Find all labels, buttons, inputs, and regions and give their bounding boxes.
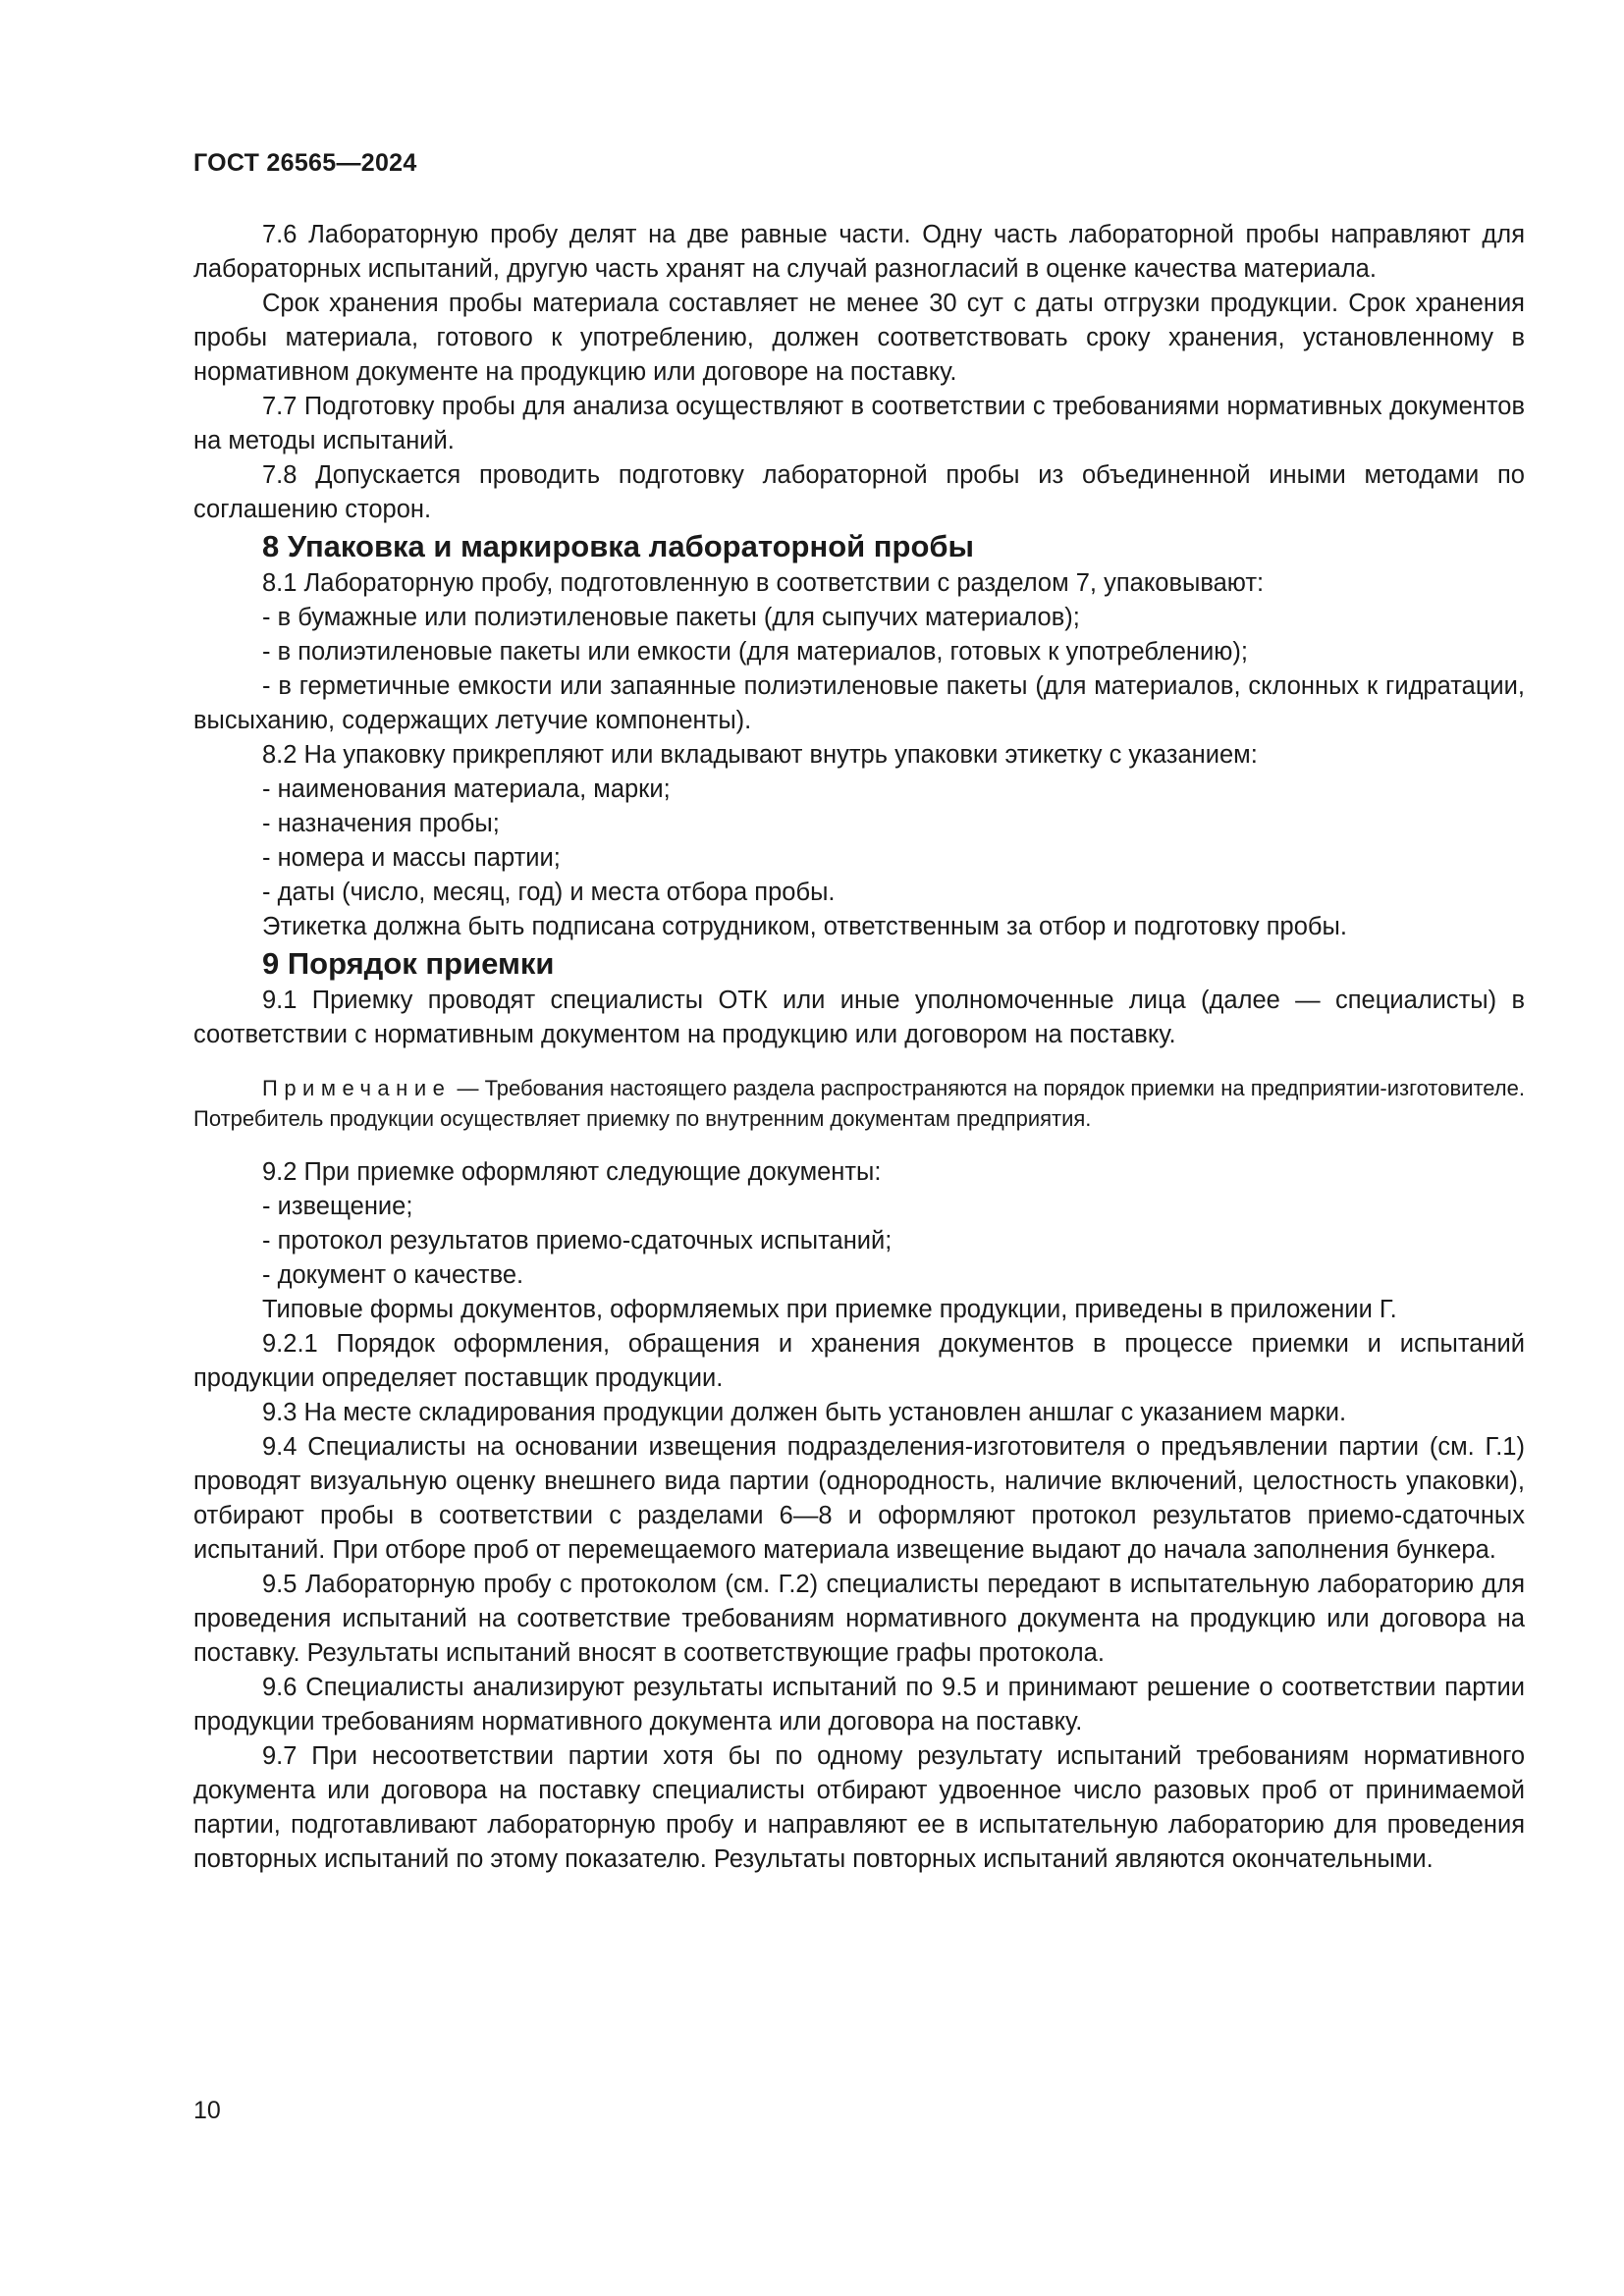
section-heading-8: 8 Упаковка и маркировка лабораторной пробы bbox=[262, 529, 975, 563]
list-item: - номера и массы партии; bbox=[262, 844, 561, 872]
paragraph-9-1: 9.1 Приемку проводят специалисты ОТК или иные уполномоченные лица (далее — специалисты) в соответствии с нормативным документом на продукцию или договором на поставку. bbox=[193, 987, 1525, 1048]
list-item: - даты (число, месяц, год) и места отбора пробы. bbox=[262, 879, 836, 906]
list-item: - документ о качестве. bbox=[262, 1261, 524, 1289]
list-item: - в герметичные емкости или запаянные полиэтиленовые пакеты (для материалов, склонных к гидратации, высыханию, содержащих летучие компоненты). bbox=[193, 672, 1525, 734]
list-item: - наименования материала, марки; bbox=[262, 775, 671, 803]
list-item: - извещение; bbox=[262, 1193, 413, 1220]
page-number: 10 bbox=[193, 2097, 221, 2124]
section-heading-9: 9 Порядок приемки bbox=[262, 946, 555, 981]
paragraph-9-7: 9.7 При несоответствии партии хотя бы по одному результату испытаний требованиям нормативного документа или договора на поставку специалисты отбирают удвоенное число разовых проб от принимаемой партии, подготавливают лабораторную пробу и направляют ее в испытательную лабораторию для проведения повторных испытаний по этому показателю. Результаты повторных испытаний являются окончательными. bbox=[193, 1742, 1525, 1873]
paragraph-9-3: 9.3 На месте складирования продукции должен быть установлен аншлаг с указанием марки. bbox=[262, 1399, 1347, 1426]
paragraph-9-2-forms: Типовые формы документов, оформляемых при приемке продукции, приведены в приложении Г. bbox=[262, 1296, 1397, 1323]
note-text: — Требования настоящего раздела распространяются на порядок приемки на предприятии-изготовителе. Потребитель продукции осуществляет приемку по внутренним документам предприятия. bbox=[193, 1076, 1525, 1131]
list-item: - протокол результатов приемо-сдаточных испытаний; bbox=[262, 1227, 893, 1255]
document-code: ГОСТ 26565—2024 bbox=[193, 149, 417, 177]
list-item: - в бумажные или полиэтиленовые пакеты (для сыпучих материалов); bbox=[262, 604, 1080, 631]
paragraph-8-1: 8.1 Лабораторную пробу, подготовленную в соответствии с разделом 7, упаковывают: bbox=[262, 569, 1265, 597]
note-label: Примечание bbox=[262, 1076, 452, 1100]
note bbox=[193, 1073, 1525, 1134]
paragraph-9-2: 9.2 При приемке оформляют следующие документы: bbox=[262, 1158, 882, 1186]
page-content bbox=[193, 218, 1525, 1877]
paragraph-7-7: 7.7 Подготовку пробы для анализа осуществляют в соответствии с требованиями нормативных документов на методы испытаний. bbox=[193, 393, 1525, 454]
paragraph-7-6-storage: Срок хранения пробы материала составляет не менее 30 сут с даты отгрузки продукции. Срок хранения пробы материала, готового к употреблению, должен соответствовать сроку хранения, установленному в нормативном документе на продукцию или договоре на поставку. bbox=[193, 290, 1525, 386]
paragraph-7-6: 7.6 Лабораторную пробу делят на две равные части. Одну часть лабораторной пробы направляют для лабораторных испытаний, другую часть хранят на случай разногласий в оценке качества материала. bbox=[193, 221, 1525, 283]
paragraph-8-2-label-signature: Этикетка должна быть подписана сотрудником, ответственным за отбор и подготовку пробы. bbox=[262, 913, 1347, 940]
paragraph-9-2-1: 9.2.1 Порядок оформления, обращения и хранения документов в процессе приемки и испытаний продукции определяет поставщик продукции. bbox=[193, 1330, 1525, 1392]
list-item: - назначения пробы; bbox=[262, 810, 500, 837]
paragraph-8-2: 8.2 На упаковку прикрепляют или вкладывают внутрь упаковки этикетку с указанием: bbox=[262, 741, 1258, 769]
list-item: - в полиэтиленовые пакеты или емкости (для материалов, готовых к употреблению); bbox=[262, 638, 1248, 666]
paragraph-9-4: 9.4 Специалисты на основании извещения подразделения-изготовителя о предъявлении партии (см. Г.1) проводят визуальную оценку внешнего вида партии (однородность, наличие включений, целостность упаковки), отбирают пробы в соответствии с разделами 6—8 и оформляют протокол результатов приемо-сдаточных испытаний. При отборе проб от перемещаемого материала извещение выдают до начала заполнения бункера. bbox=[193, 1433, 1525, 1564]
paragraph-9-5: 9.5 Лабораторную пробу с протоколом (см. Г.2) специалисты передают в испытательную лабораторию для проведения испытаний на соответствие требованиям нормативного документа на продукцию или договора на поставку. Результаты испытаний вносят в соответствующие графы протокола. bbox=[193, 1571, 1525, 1667]
paragraph-7-8: 7.8 Допускается проводить подготовку лабораторной пробы из объединенной иными методами по соглашению сторон. bbox=[193, 461, 1525, 523]
paragraph-9-6: 9.6 Специалисты анализируют результаты испытаний по 9.5 и принимают решение о соответствии партии продукции требованиям нормативного документа или договора на поставку. bbox=[193, 1674, 1525, 1735]
